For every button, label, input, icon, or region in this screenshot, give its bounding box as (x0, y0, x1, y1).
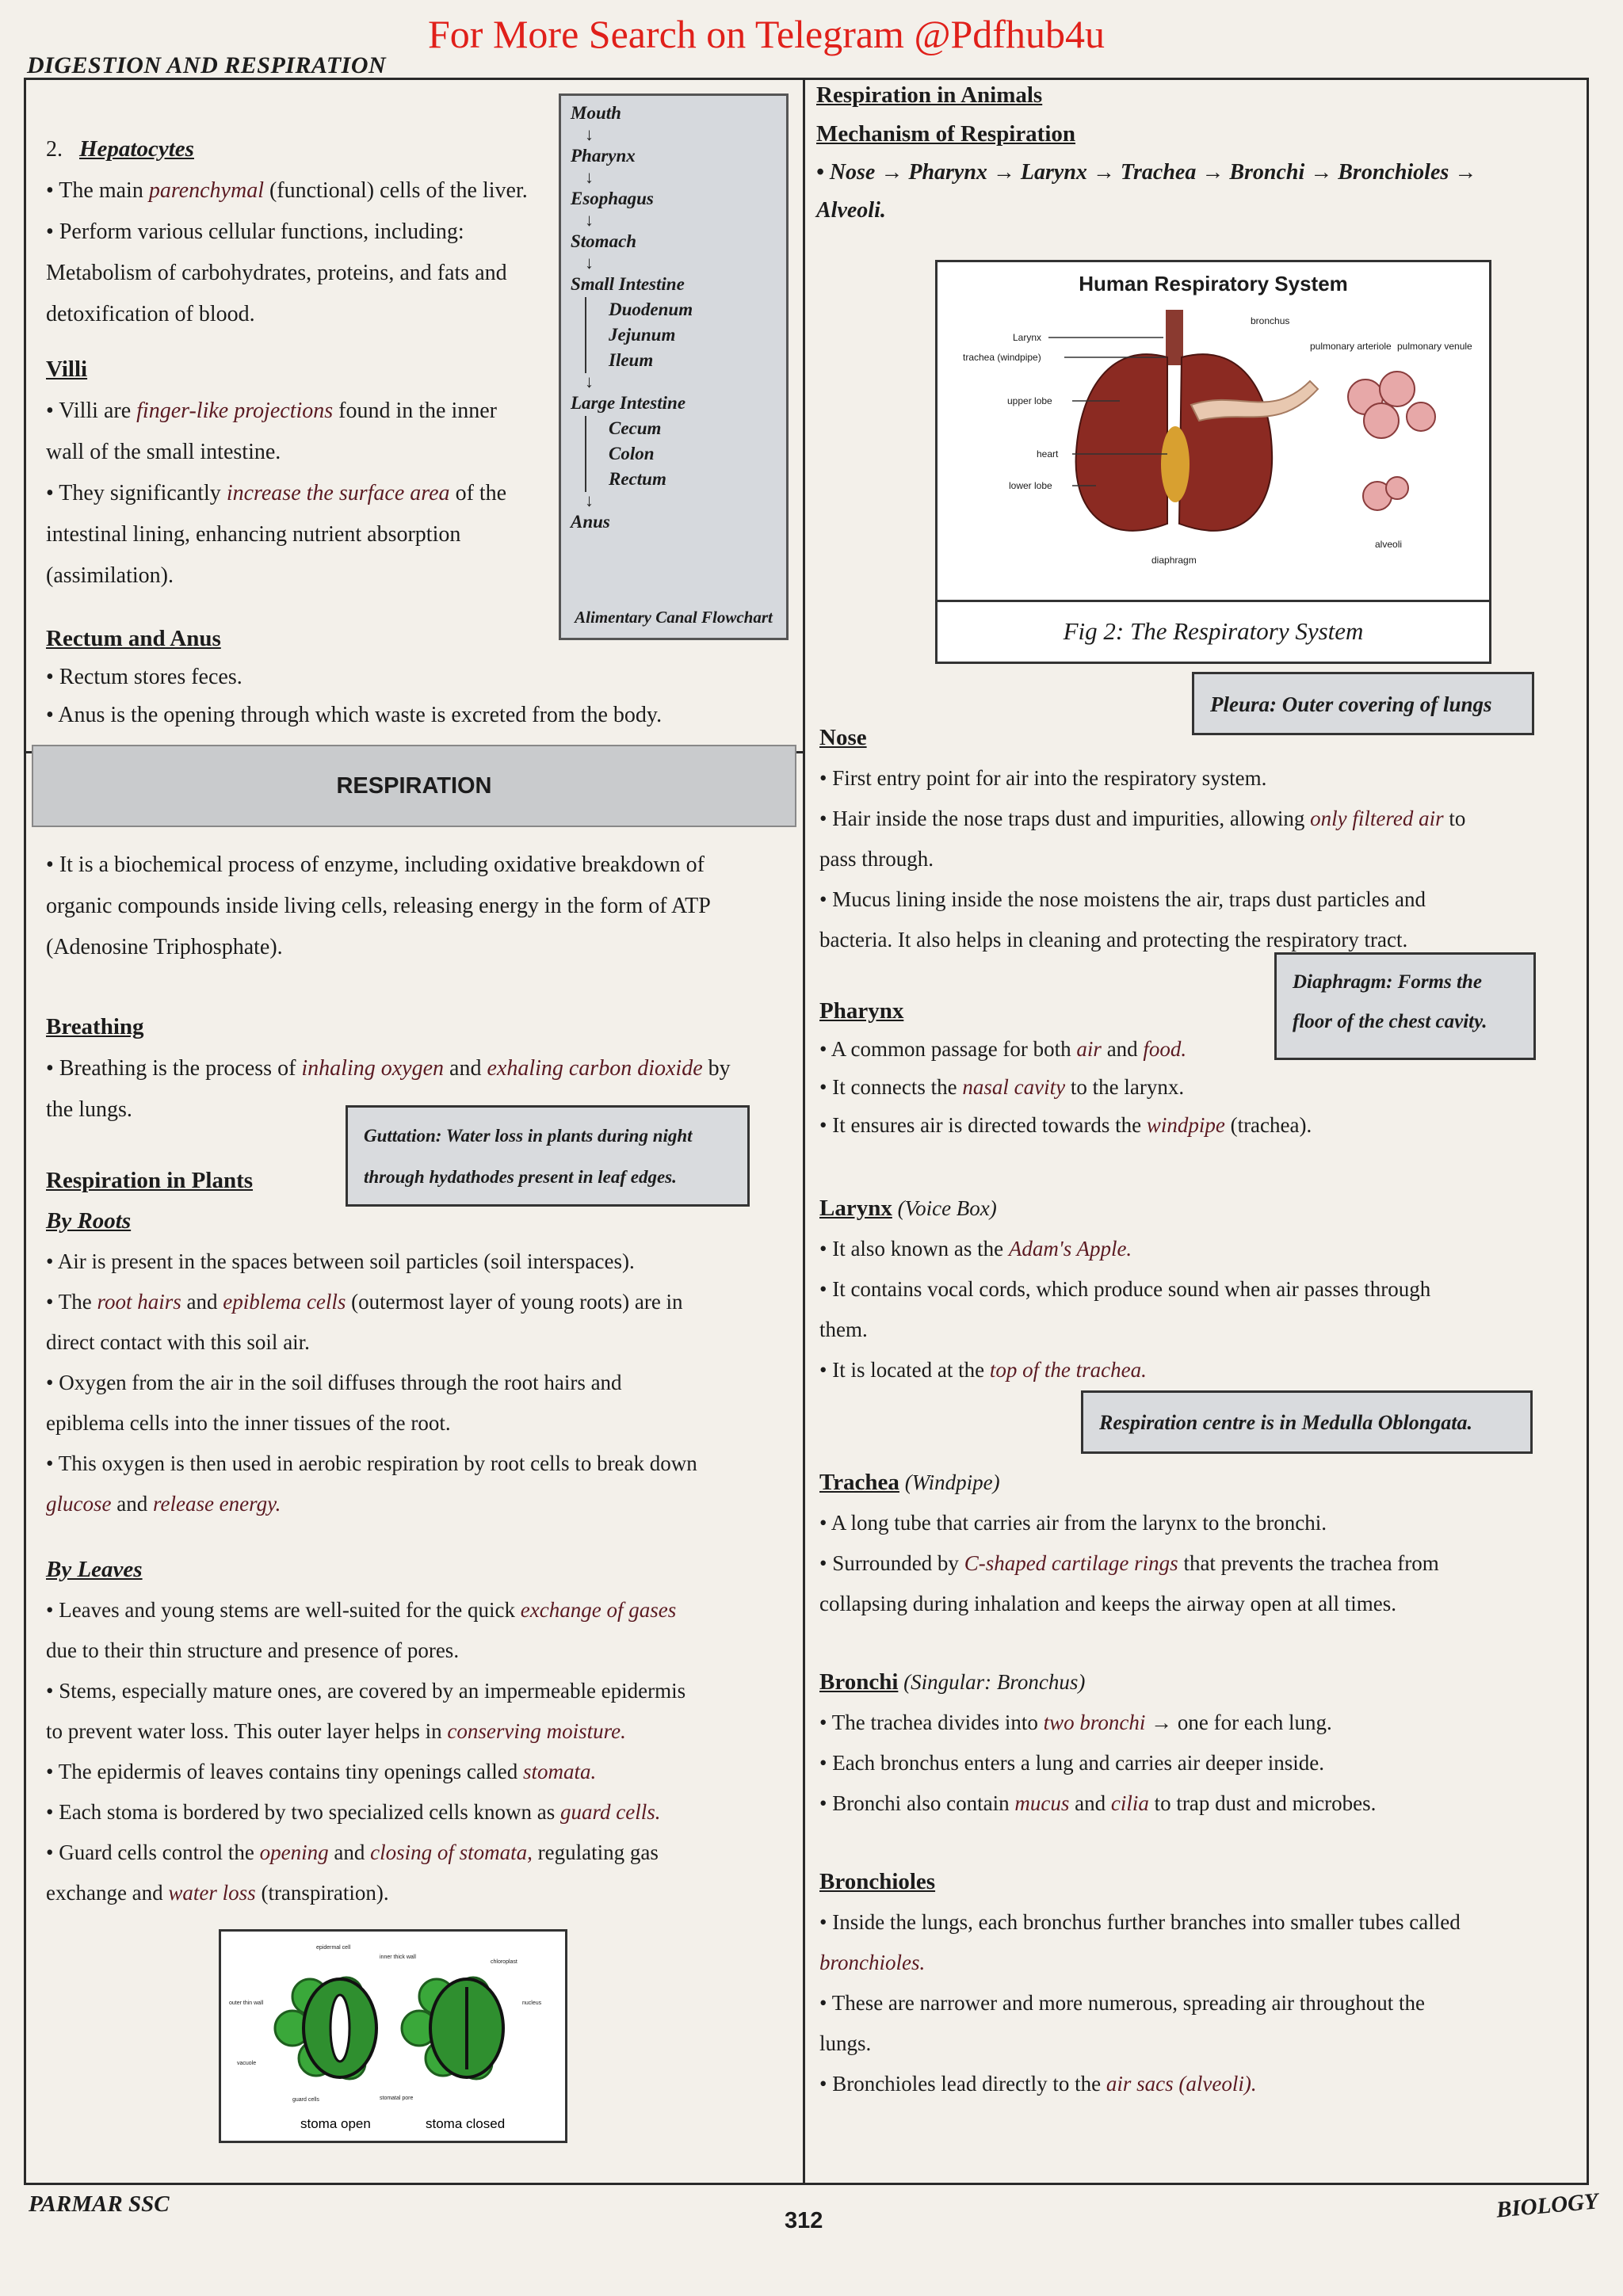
flow-large-parts (585, 416, 777, 492)
text: to (1443, 807, 1466, 830)
arrow-icon: ↓ (585, 167, 594, 187)
text: They significantly (59, 481, 227, 505)
mechanism-heading: Mechanism of Respiration (816, 121, 1076, 147)
leaves-section: By Leaves • Leaves and young stems are well-suited for the quick exchange of gases due to their thin structure and presence of pores. • Stems, especially mature ones, are covered by an impermeable epidermis to prevent water loss. This outer layer helps in conserving moisture. • The epidermis of leaves contains tiny openings called stomata. • Each stoma is bordered by two specialized cells known as guard cells. • Guard cells control the opening and closing of stomata, regulating gas exchange and water loss (transpiration). (46, 1557, 686, 1905)
text: collapsing during inhalation and keeps the airway open at all times. (819, 1592, 1397, 1615)
text: root hairs (97, 1290, 181, 1314)
hepatocytes-section: 2. Hepatocytes • The main parenchymal (functional) cells of the liver. • Perform various cellular functions, including: Metabolism of carbohydrates, proteins, and fats and detoxification of blood. (46, 136, 528, 326)
rectum-heading: Rectum and Anus (46, 626, 221, 651)
text: Breathing is the process of (59, 1056, 302, 1081)
hepatocytes-number: 2. (46, 137, 63, 162)
arrow-icon: ↓ (585, 210, 594, 230)
text: Anus is the opening through which waste is excreted from the body. (58, 703, 663, 727)
pharynx-section: Pharynx • A common passage for both air and food. • It connects the nasal cavity to the larynx. • It ensures air is directed towards the windpipe (trachea). (819, 998, 1312, 1137)
text: Guttation: Water loss in plants during night (364, 1126, 693, 1146)
text: It is located at the (832, 1358, 990, 1382)
pleura-note: Pleura: Outer covering of lungs (1192, 672, 1534, 735)
plants-section: Respiration in Plants By Roots • Air is present in the spaces between soil particles (soil interspaces). • The root hairs and epiblema cells (outermost layer of young roots) are in direct contact with this soil air. • Oxygen from the air in the soil diffuses through the root hairs and epiblema cells into the inner tissues of the root. • This oxygen is then used in aerobic respiration by root cells to break down glucose and release energy. (46, 1168, 697, 1516)
text: inhaling oxygen (301, 1056, 445, 1081)
text: Alveoli. (816, 198, 886, 223)
footer-subject: BIOLOGY (1495, 2188, 1599, 2223)
label-trachea: trachea (windpipe) (963, 352, 1041, 363)
pharynx-heading: Pharynx (819, 998, 904, 1024)
text: Perform various cellular functions, including: (59, 219, 464, 244)
text: epiblema cells (223, 1290, 346, 1314)
stoma-closed-label: stoma closed (426, 2116, 506, 2131)
respiration-banner: RESPIRATION (32, 745, 796, 827)
text: Air is present in the spaces between soil particles (soil interspaces). (57, 1249, 635, 1273)
larynx-section: Larynx (Voice Box) • It also known as the Adam's Apple. • It contains vocal cords, which produce sound when air passes through them. • It is located at the top of the trachea. (819, 1196, 1431, 1382)
text: A common passage for both (831, 1037, 1077, 1061)
label-nucleus: nucleus (522, 2000, 542, 2006)
text: It contains vocal cords, which produce sound when air passes through (832, 1277, 1431, 1301)
bronchi-heading: Bronchi (819, 1669, 899, 1695)
text: (Singular: Bronchus) (898, 1670, 1086, 1694)
text: Each bronchus enters a lung and carries air deeper inside. (832, 1751, 1324, 1775)
figure-caption: Fig 2: The Respiratory System (938, 600, 1489, 662)
text: The epidermis of leaves contains tiny openings called (58, 1760, 524, 1783)
text: Metabolism of carbohydrates, proteins, and fats and (46, 261, 507, 285)
label-guard-cells: guard cells (292, 2097, 319, 2103)
animals-heading: Respiration in Animals (816, 82, 1043, 108)
text: and (1101, 1037, 1144, 1061)
flow-rectum: Rectum (609, 469, 666, 489)
text: Diaphragm: Forms the (1293, 971, 1482, 993)
text: regulating gas (532, 1840, 659, 1864)
text: (transpiration). (255, 1881, 389, 1905)
flow-ileum: Ileum (609, 350, 654, 370)
text: Stems, especially mature ones, are covered by an impermeable epidermis (59, 1679, 686, 1703)
text: Villi are (59, 399, 137, 423)
text: and (444, 1056, 487, 1081)
text: Hair inside the nose traps dust and impurities, allowing (832, 807, 1311, 830)
text: of the (449, 481, 507, 505)
text: Each stoma is bordered by two specialized cells known as (59, 1800, 561, 1824)
text: and (111, 1492, 153, 1516)
text: only filtered air (1310, 807, 1444, 830)
arrow-icon: ↓ (585, 490, 594, 510)
label-stomatal-pore: stomatal pore (380, 2096, 414, 2101)
respiration-definition: • It is a biochemical process of enzyme, including oxidative breakdown of organic compounds inside living cells, releasing energy in the form of ATP (Adenosine Triphosphate). (46, 852, 711, 959)
text: It is a biochemical process of enzyme, including oxidative breakdown of (59, 852, 705, 877)
text: lungs. (819, 2031, 872, 2055)
text: that prevents the trachea from (1178, 1551, 1439, 1575)
label-upper-lobe: upper lobe (1007, 395, 1052, 406)
alimentary-canal-flowchart (559, 93, 789, 640)
flow-stomach: Stomach (571, 231, 637, 251)
label-vacuole: vacuole (237, 2061, 257, 2066)
text: C-shaped cartilage rings (964, 1551, 1178, 1575)
larynx-heading: Larynx (819, 1196, 892, 1221)
text: Mucus lining inside the nose moistens the air, traps dust particles and (832, 887, 1426, 911)
text: food. (1143, 1037, 1187, 1061)
text: Leaves and young stems are well-suited for the quick (59, 1598, 521, 1622)
text: bronchioles. (819, 1951, 926, 1974)
text: water loss (168, 1881, 256, 1905)
text: (Adenosine Triphosphate). (46, 935, 283, 959)
text: guard cells. (560, 1800, 661, 1824)
rectum-section: Rectum and Anus • Rectum stores feces. • Anus is the opening through which waste is excreted from the body. (46, 626, 663, 727)
text: exhaling carbon dioxide (487, 1056, 703, 1081)
text: finger-like projections (136, 399, 334, 423)
text: direct contact with this soil air. (46, 1330, 310, 1354)
villi-heading: Villi (46, 357, 88, 382)
text: Inside the lungs, each bronchus further branches into smaller tubes called (832, 1910, 1461, 1934)
label-larynx: Larynx (1013, 332, 1042, 343)
footer-publisher: PARMAR SSC (29, 2191, 170, 2217)
label-outer-wall: outer thin wall (229, 2000, 264, 2006)
text: → one for each lung. (1145, 1711, 1332, 1734)
arrow-icon: ↓ (585, 253, 594, 273)
flow-anus: Anus (571, 512, 610, 532)
label-alveoli: alveoli (1375, 539, 1403, 550)
text: This oxygen is then used in aerobic respiration by root cells to break down (58, 1451, 697, 1475)
text: (assimilation). (46, 563, 174, 588)
text: through hydathodes present in leaf edges. (364, 1167, 677, 1187)
text: Bronchioles lead directly to the (832, 2072, 1106, 2096)
text: air sacs (alveoli). (1106, 2072, 1257, 2096)
flow-pharynx: Pharynx (571, 146, 636, 166)
text: exchange of gases (520, 1598, 677, 1622)
text: intestinal lining, enhancing nutrient absorption (46, 522, 461, 547)
text: parenchymal (148, 178, 264, 203)
label-pulmonary-venule: pulmonary venule (1397, 341, 1472, 352)
text: and (328, 1840, 371, 1864)
text: due to their thin structure and presence of pores. (46, 1638, 460, 1662)
roots-heading: By Roots (46, 1208, 132, 1234)
text: top of the trachea. (989, 1358, 1147, 1382)
text: The trachea divides into (831, 1711, 1044, 1734)
text: wall of the small intestine. (46, 440, 281, 464)
breathing-heading: Breathing (46, 1014, 144, 1039)
respiratory-figure (935, 260, 1491, 664)
trachea-heading: Trachea (819, 1470, 899, 1495)
text: Guard cells control the (59, 1840, 260, 1864)
text: and (181, 1290, 223, 1314)
flow-small-intestine: Small Intestine (571, 274, 685, 294)
text: closing of stomata, (370, 1840, 533, 1864)
arrow-icon: ↓ (585, 372, 594, 391)
label-bronchus: bronchus (1251, 315, 1290, 326)
villi-section: Villi • Villi are finger-like projections found in the inner wall of the small intestine. • They significantly increase the surface area of the intestinal lining, enhancing nutrient absorption (assimilation). (46, 357, 507, 588)
text: The (58, 1290, 97, 1314)
hepatocytes-heading: Hepatocytes (79, 136, 194, 162)
text: air (1076, 1037, 1102, 1061)
chapter-title: DIGESTION AND RESPIRATION (27, 52, 387, 78)
text: two bronchi (1043, 1711, 1146, 1734)
text: to trap dust and microbes. (1148, 1791, 1377, 1815)
diaphragm-note (1274, 952, 1536, 1060)
text: detoxification of blood. (46, 302, 255, 326)
label-chloroplast: chloroplast (491, 1959, 517, 1965)
watermark: For More Search on Telegram @Pdfhub4u (428, 12, 1105, 56)
flow-jejunum: Jejunum (609, 325, 676, 345)
flow-mouth: Mouth (571, 103, 621, 123)
arrow-icon: ↓ (585, 124, 594, 144)
text: stomata. (523, 1760, 597, 1783)
text: Oxygen from the air in the soil diffuses through the root hairs and (59, 1371, 622, 1394)
text: opening (259, 1840, 329, 1864)
text: the lungs. (46, 1097, 132, 1122)
text: First entry point for air into the respiratory system. (832, 766, 1267, 790)
text: increase the surface area (226, 481, 450, 505)
text: to prevent water loss. This outer layer helps in (46, 1719, 448, 1743)
label-heart: heart (1037, 448, 1059, 460)
plants-heading: Respiration in Plants (46, 1168, 254, 1193)
breathing-section: Breathing • Breathing is the process of inhaling oxygen and exhaling carbon dioxide by the lungs. (46, 1014, 731, 1122)
text: Bronchi also contain (832, 1791, 1015, 1815)
text: mucus (1014, 1791, 1070, 1815)
text: by (702, 1056, 731, 1081)
respiratory-illustration (938, 262, 1489, 603)
text: It ensures air is directed towards the (832, 1113, 1147, 1137)
flow-esophagus: Esophagus (571, 189, 654, 208)
text: cilia (1110, 1791, 1149, 1815)
text: exchange and (46, 1881, 169, 1905)
text: Rectum stores feces. (59, 665, 242, 689)
text: windpipe (1146, 1113, 1225, 1137)
nose-section: Nose • First entry point for air into the respiratory system. • Hair inside the nose traps dust and impurities, allowing only filtered air to pass through. • Mucus lining inside the nose moistens the air, traps dust particles and bacteria. It also helps in cleaning and protecting the respiratory tract. (819, 725, 1466, 952)
stoma-open-label: stoma open (300, 2116, 371, 2131)
text: (Windpipe) (899, 1470, 1000, 1494)
label-diaphragm: diaphragm (1151, 555, 1197, 566)
text: It also known as the (832, 1237, 1009, 1261)
flow-small-parts (585, 297, 777, 373)
nose-heading: Nose (819, 725, 867, 750)
text: epiblema cells into the inner tissues of the root. (46, 1411, 451, 1435)
bronchi-section: Bronchi (Singular: Bronchus) • The trachea divides into two bronchi → one for each lung. • Each bronchus enters a lung and carries air deeper inside. • Bronchi also contain mucus and cilia to trap dust and microbes. (819, 1669, 1377, 1815)
animals-section: Respiration in Animals Mechanism of Respiration • Nose → Pharynx → Larynx → Trachea → Bronchi → Bronchioles → Alveoli. (816, 82, 1477, 223)
label-lower-lobe: lower lobe (1009, 480, 1052, 491)
text: Nose → Pharynx → Larynx → Trachea → Bronchi → Bronchioles → (829, 160, 1477, 185)
text: Adam's Apple. (1008, 1237, 1132, 1261)
text: bacteria. It also helps in cleaning and protecting the respiratory tract. (819, 928, 1408, 952)
text: floor of the chest cavity. (1293, 1011, 1487, 1032)
flow-colon: Colon (609, 444, 655, 463)
page-number: 312 (785, 2208, 823, 2233)
text: conserving moisture. (447, 1719, 626, 1743)
label-pulmonary-arteriole: pulmonary arteriole (1310, 341, 1392, 352)
bronchioles-heading: Bronchioles (819, 1869, 936, 1894)
figure-title: Human Respiratory System (1079, 272, 1348, 296)
text: It connects the (832, 1075, 963, 1099)
text: glucose (46, 1492, 112, 1516)
flowchart-caption: Alimentary Canal Flowchart (575, 608, 773, 627)
medulla-note: Respiration centre is in Medulla Oblongata. (1081, 1390, 1533, 1454)
column-divider (803, 78, 805, 2185)
label-epidermal-cell: epidermal cell (316, 1945, 351, 1951)
text: These are narrower and more numerous, spreading air throughout the (831, 1991, 1425, 2015)
flow-cecum: Cecum (609, 418, 662, 438)
text: (functional) cells of the liver. (263, 178, 528, 203)
text: and (1069, 1791, 1111, 1815)
text: nasal cavity (962, 1075, 1066, 1099)
bronchioles-section: Bronchioles • Inside the lungs, each bronchus further branches into smaller tubes called bronchioles. • These are narrower and more numerous, spreading air throughout the lungs. • Bronchioles lead directly to the air sacs (alveoli). (819, 1869, 1461, 2096)
text: pass through. (819, 847, 934, 871)
flow-large-intestine: Large Intestine (571, 393, 686, 413)
text: release energy. (152, 1492, 281, 1516)
text: (outermost layer of young roots) are in (346, 1290, 683, 1314)
text: to the larynx. (1065, 1075, 1185, 1099)
text: found in the inner (333, 399, 497, 423)
text: Surrounded by (832, 1551, 964, 1575)
text: them. (819, 1318, 868, 1341)
trachea-section: Trachea (Windpipe) • A long tube that carries air from the larynx to the bronchi. • Surrounded by C-shaped cartilage rings that prevents the trachea from collapsing during inhalation and keeps the airway open at all times. (819, 1470, 1439, 1615)
stoma-figure (219, 1929, 567, 2143)
text: A long tube that carries air from the larynx to the bronchi. (831, 1511, 1327, 1535)
label-inner-wall: inner thick wall (380, 1955, 416, 1960)
text: (Voice Box) (892, 1196, 997, 1220)
stoma-illustration (221, 1932, 565, 2141)
text: The main (59, 178, 149, 203)
leaves-heading: By Leaves (46, 1557, 143, 1582)
text: organic compounds inside living cells, releasing energy in the form of ATP (46, 894, 711, 918)
flow-duodenum: Duodenum (609, 299, 693, 319)
text: (trachea). (1224, 1113, 1312, 1137)
